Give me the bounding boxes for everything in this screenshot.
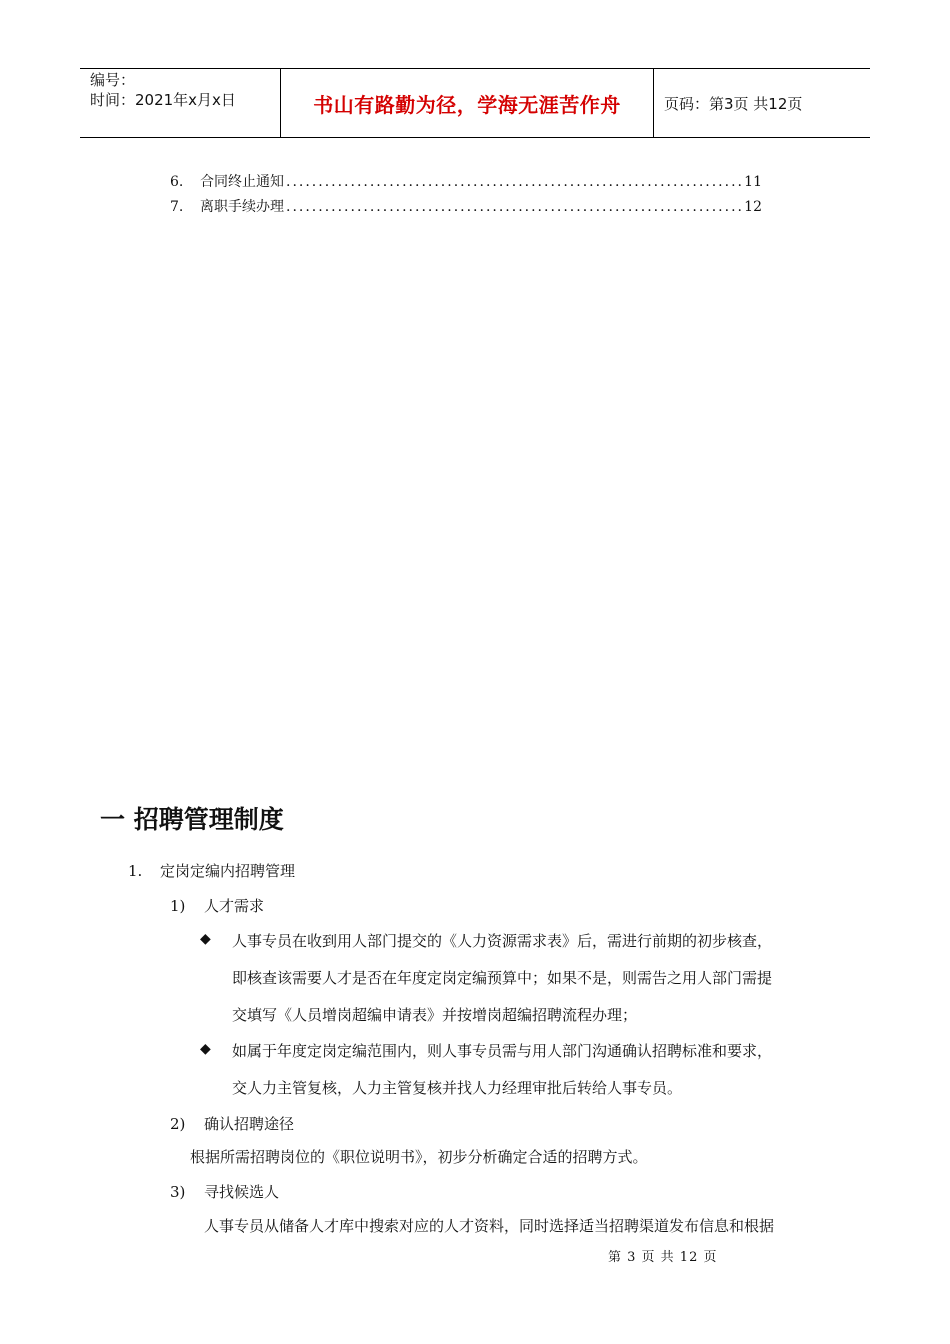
header-time-label: 时间：2021年x月x日 xyxy=(90,91,236,109)
bullet-line: 如属于年度定岗定编范围内，则人事专员需与用人部门沟通确认招聘标准和要求， xyxy=(232,1042,773,1060)
diamond-bullet-icon: ◆ xyxy=(200,1041,211,1057)
toc-entry-title: 合同终止通知 xyxy=(200,174,284,190)
sub-item-number: 3) xyxy=(170,1183,186,1201)
toc-leader-dots xyxy=(286,170,742,195)
paragraph: 根据所需招聘岗位的《职位说明书》，初步分析确定合适的招聘方式。 xyxy=(190,1148,648,1166)
page-footer: 第 3 页 共 12 页 xyxy=(608,1250,718,1265)
toc-entry-page: 11 xyxy=(744,174,762,190)
table-of-contents xyxy=(170,170,762,220)
header-page-info: 页码：第3页 共12页 xyxy=(664,94,803,113)
page-header xyxy=(80,68,870,138)
sub-item-number: 1) xyxy=(170,897,186,915)
toc-entry-page: 12 xyxy=(744,199,762,215)
sub-item-number: 2) xyxy=(170,1115,186,1133)
paragraph: 人事专员从储备人才库中搜索对应的人才资料，同时选择适当招聘渠道发布信息和根据 xyxy=(204,1217,775,1235)
header-meta xyxy=(80,69,281,137)
toc-entry-number: 7. xyxy=(170,199,184,215)
toc-entry-number: 6. xyxy=(170,174,184,190)
bullet-line: 交人力主管复核，人力主管复核并找人力经理审批后转给人事专员。 xyxy=(232,1079,683,1097)
bullet-line: 交填写《人员增岗超编申请表》并按增岗超编招聘流程办理； xyxy=(232,1006,638,1024)
section-heading: 一 招聘管理制度 xyxy=(100,805,284,834)
toc-leader-dots xyxy=(286,195,742,220)
item-number: 1. xyxy=(128,862,143,880)
item-title: 定岗定编内招聘管理 xyxy=(160,862,296,880)
diamond-bullet-icon: ◆ xyxy=(200,931,211,947)
toc-entry[interactable] xyxy=(170,170,762,195)
toc-entry-title: 离职手续办理 xyxy=(200,199,284,215)
header-motto: 书山有路勤为径，学海无涯苦作舟 xyxy=(281,69,654,137)
sub-item-title: 人才需求 xyxy=(204,897,265,915)
sub-item-title: 寻找候选人 xyxy=(204,1183,280,1201)
header-number-label: 编号： xyxy=(90,71,136,89)
bullet-line: 即核查该需要人才是否在年度定岗定编预算中；如果不是，则需告之用人部门需提 xyxy=(232,969,773,987)
toc-entry[interactable] xyxy=(170,195,762,220)
sub-item-title: 确认招聘途径 xyxy=(204,1115,295,1133)
bullet-line: 人事专员在收到用人部门提交的《人力资源需求表》后，需进行前期的初步核查， xyxy=(232,932,773,950)
